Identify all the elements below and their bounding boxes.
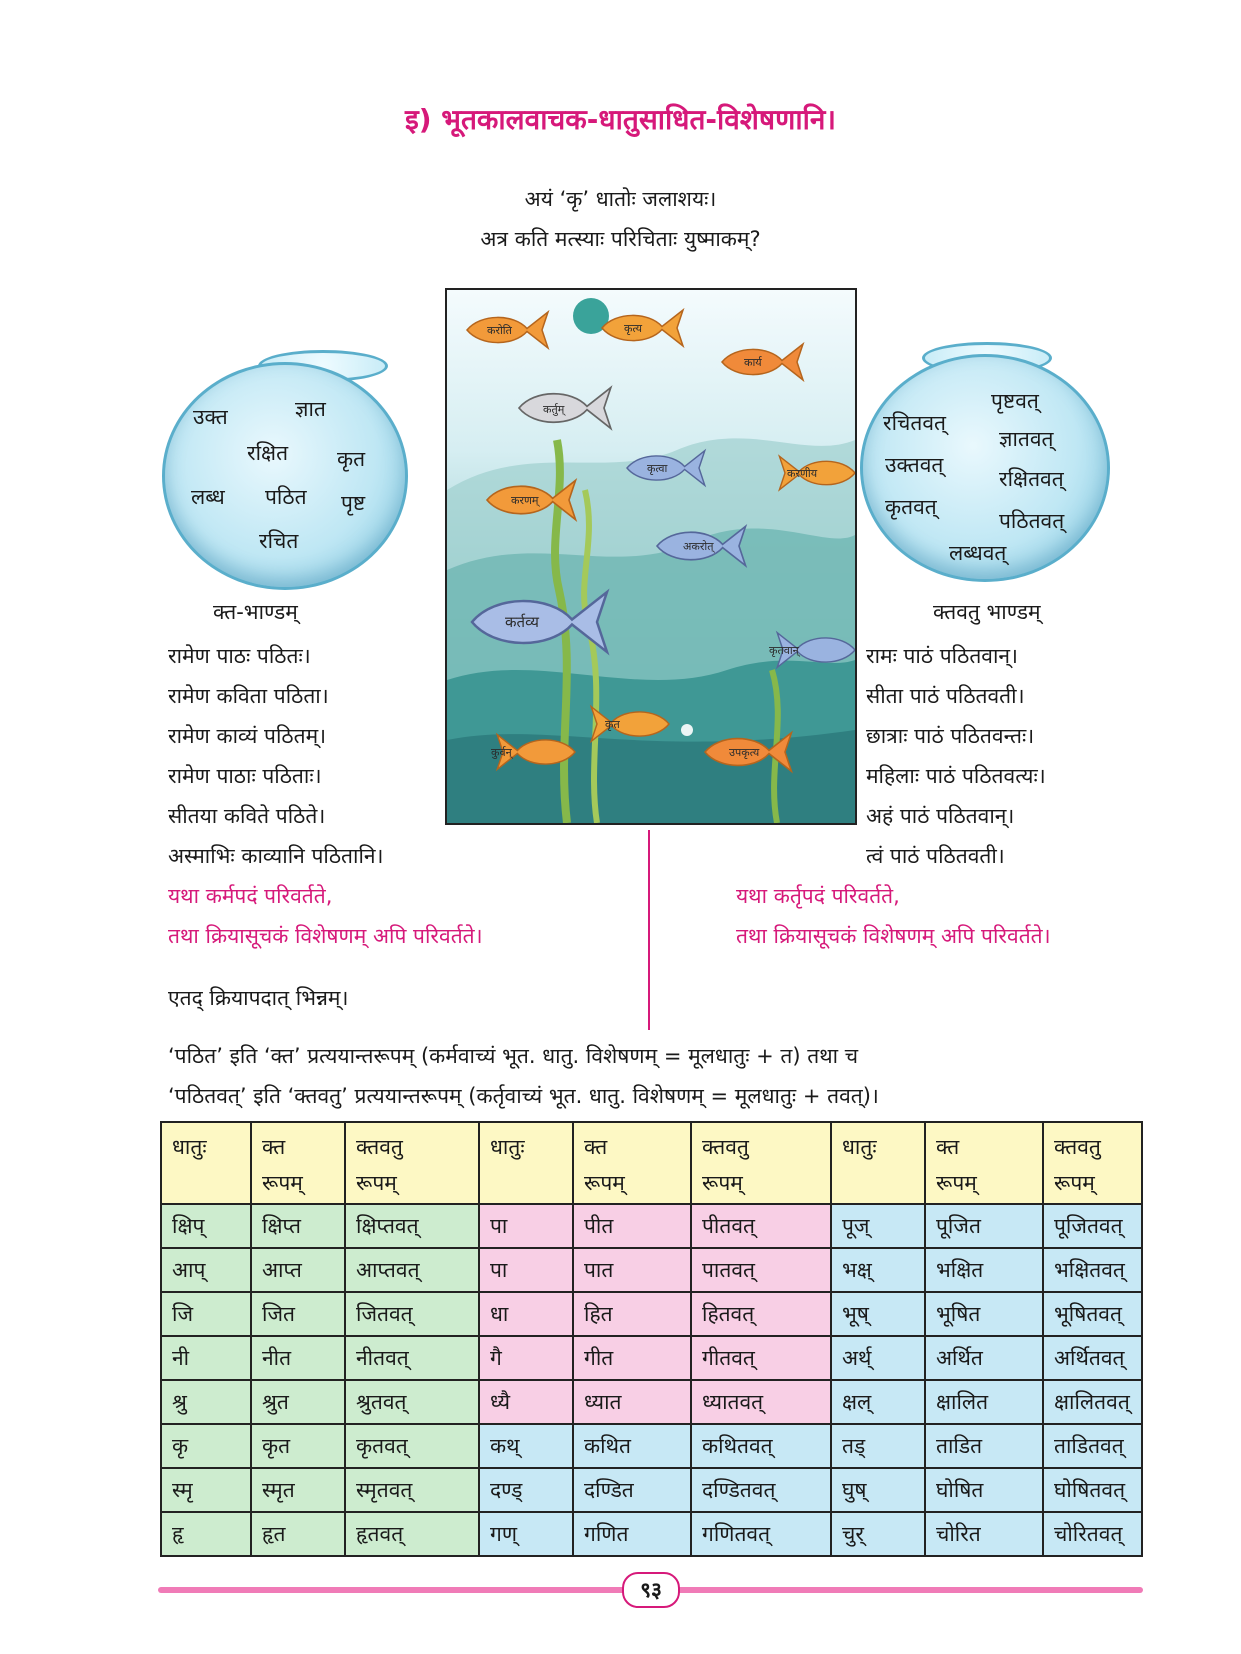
example-sentence: त्वं पाठं पठितवती। (866, 844, 1005, 868)
rule-line: यथा कर्तृपदं परिवर्तते, (736, 884, 900, 908)
table-cell: भक्ष् (831, 1248, 925, 1292)
page-title: इ) भूतकालवाचक-धातुसाधित-विशेषणानि। (404, 103, 836, 136)
table-cell: क्षिप् (161, 1204, 251, 1248)
table-header: क्तवतु रूपम् (1043, 1122, 1142, 1204)
table-cell: नीत (251, 1336, 345, 1380)
fish-label: करोति (487, 324, 512, 337)
table-row (161, 1336, 1142, 1380)
kta-jar (162, 362, 408, 590)
table-cell: कृ (161, 1424, 251, 1468)
example-sentence: रामेण पाठः पठितः। (168, 644, 311, 668)
fish-label: कृत (605, 718, 620, 731)
jar-word: लब्धवत् (949, 541, 1007, 565)
table-cell: पूज् (831, 1204, 925, 1248)
table-header: धातुः (479, 1122, 573, 1204)
table-cell: चोरित (925, 1512, 1043, 1556)
divider-line (648, 830, 650, 1030)
table-cell: जि (161, 1292, 251, 1336)
table-cell: जितवत् (345, 1292, 479, 1336)
table-header: धातुः (831, 1122, 925, 1204)
example-sentence: रामः पाठं पठितवान्। (866, 644, 1019, 668)
table-cell: हृतवत् (345, 1512, 479, 1556)
fish-label: करणीय (787, 467, 818, 480)
table-cell: आप्तवत् (345, 1248, 479, 1292)
table-cell: दण्डित (573, 1468, 691, 1512)
table-row (161, 1248, 1142, 1292)
table-header: क्त रूपम् (573, 1122, 691, 1204)
note-line: एतद् क्रियापदात् भिन्नम्। (168, 986, 349, 1010)
fish-label: अकरोत् (683, 540, 714, 553)
example-sentence: महिलाः पाठं पठितवत्यः। (866, 764, 1046, 788)
table-cell: भूष् (831, 1292, 925, 1336)
table-cell: चोरितवत् (1043, 1512, 1142, 1556)
table-cell: क्षिप्तवत् (345, 1204, 479, 1248)
table-cell: पीतवत् (691, 1204, 831, 1248)
fish-label: कुर्वन् (491, 746, 512, 759)
table-cell: घोषित (925, 1468, 1043, 1512)
kta-examples (168, 636, 483, 956)
table-cell: पातवत् (691, 1248, 831, 1292)
ktavatu-jar-label: क्तवतु भाण्डम् (933, 600, 1041, 624)
aquarium-svg (447, 290, 855, 823)
table-row (161, 1292, 1142, 1336)
table-cell: गीत (573, 1336, 691, 1380)
kr-aquarium-illustration (445, 288, 857, 825)
example-sentence: रामेण काव्यं पठितम्। (168, 724, 327, 748)
table-cell: ध्यातवत् (691, 1380, 831, 1424)
jar-word: ज्ञात (295, 397, 326, 421)
jar-word: लब्ध (191, 485, 225, 509)
table-cell: हृ (161, 1512, 251, 1556)
table-cell: कृतवत् (345, 1424, 479, 1468)
jar-word: रचितवत् (883, 411, 946, 435)
table-cell: आप्त (251, 1248, 345, 1292)
table-row (161, 1204, 1142, 1248)
table-cell: कृत (251, 1424, 345, 1468)
fish-label: उपकृत्य (729, 746, 760, 759)
table-cell: गै (479, 1336, 573, 1380)
example-sentence: सीतया कविते पठिते। (168, 804, 326, 828)
jar-word: रक्षित (247, 441, 289, 465)
table-cell: स्मृतवत् (345, 1468, 479, 1512)
table-cell: हितवत् (691, 1292, 831, 1336)
jar-word: कृत (337, 447, 366, 471)
table-cell: पा (479, 1248, 573, 1292)
jar-word: ज्ञातवत् (999, 427, 1054, 451)
fish-label: कृत्य (624, 322, 643, 335)
table-header: धातुः (161, 1122, 251, 1204)
fish-label: कृतवान् (769, 644, 799, 657)
table-cell: श्रुत (251, 1380, 345, 1424)
table-cell: गणितवत् (691, 1512, 831, 1556)
jar-word: उक्त (193, 405, 228, 429)
table-cell: क्षालित (925, 1380, 1043, 1424)
example-sentence: अस्माभिः काव्यानि पठितानि। (168, 844, 384, 868)
jar-word: पृष्टवत् (991, 389, 1039, 413)
table-row (161, 1468, 1142, 1512)
table-cell: अर्थ् (831, 1336, 925, 1380)
table-cell: हित (573, 1292, 691, 1336)
intro-line-1: अयं ‘कृ’ धातोः जलाशयः। (524, 187, 717, 211)
table-cell: स्मृ (161, 1468, 251, 1512)
table-cell: गण् (479, 1512, 573, 1556)
table-cell: क्षालितवत् (1043, 1380, 1142, 1424)
table-header: क्त रूपम् (925, 1122, 1043, 1204)
table-cell: हृत (251, 1512, 345, 1556)
table-cell: चुर् (831, 1512, 925, 1556)
table-cell: घुष् (831, 1468, 925, 1512)
jar-word: पठितवत् (999, 509, 1065, 533)
table-cell: ताडित (925, 1424, 1043, 1468)
table-cell: स्मृत (251, 1468, 345, 1512)
table-row (161, 1424, 1142, 1468)
verb-forms-table (160, 1121, 1143, 1557)
table-header-row (161, 1122, 1142, 1204)
table-cell: ध्यै (479, 1380, 573, 1424)
table-cell: तड् (831, 1424, 925, 1468)
table-cell: क्षल् (831, 1380, 925, 1424)
example-sentence: छात्राः पाठं पठितवन्तः। (866, 724, 1035, 748)
table-cell: दण्ड् (479, 1468, 573, 1512)
table-cell: दण्डितवत् (691, 1468, 831, 1512)
table-cell: क्षिप्त (251, 1204, 345, 1248)
intro-line-2: अत्र कति मत्स्याः परिचिताः युष्माकम्? (480, 227, 761, 251)
kta-jar-label: क्त-भाण्डम् (213, 600, 298, 624)
explanation-line-2: ‘पठितवत्’ इति ‘क्तवतु’ प्रत्ययान्तरूपम् (कर्तृवाच्यं भूत. धातु. विशेषणम् = मूलधातुः + तवत्)। (168, 1084, 879, 1108)
table-cell: नी (161, 1336, 251, 1380)
table-cell: भक्षित (925, 1248, 1043, 1292)
table-cell: अर्थित (925, 1336, 1043, 1380)
table-cell: घोषितवत् (1043, 1468, 1142, 1512)
table-cell: श्रु (161, 1380, 251, 1424)
explanation-line-1: ‘पठित’ इति ‘क्त’ प्रत्ययान्तरूपम् (कर्मवाच्यं भूत. धातु. विशेषणम् = मूलधातुः + त) तथा च (168, 1044, 859, 1068)
rule-line: तथा क्रियासूचकं विशेषणम् अपि परिवर्तते। (736, 924, 1051, 948)
table-cell: ताडितवत् (1043, 1424, 1142, 1468)
jar-word: रचित (259, 529, 299, 553)
fish-label: करणम् (511, 494, 539, 507)
table-header: क्त रूपम् (251, 1122, 345, 1204)
jar-word: पृष्ट (341, 491, 366, 515)
table-cell: धा (479, 1292, 573, 1336)
ktavatu-jar (860, 354, 1110, 582)
table-cell: कथितवत् (691, 1424, 831, 1468)
table-cell: भूषितवत् (1043, 1292, 1142, 1336)
jar-word: रक्षितवत् (999, 467, 1064, 491)
table-header: क्तवतु रूपम् (345, 1122, 479, 1204)
rule-line: यथा कर्मपदं परिवर्तते, (168, 884, 333, 908)
jar-word: पठित (265, 485, 307, 509)
table-cell: भूषित (925, 1292, 1043, 1336)
example-sentence: अहं पाठं पठितवान्। (866, 804, 1015, 828)
table-cell: आप् (161, 1248, 251, 1292)
table-cell: पात (573, 1248, 691, 1292)
table-cell: भक्षितवत् (1043, 1248, 1142, 1292)
jar-word: उक्तवत् (885, 453, 944, 477)
example-sentence: रामेण कविता पठिता। (168, 684, 329, 708)
table-cell: ध्यात (573, 1380, 691, 1424)
table-row (161, 1512, 1142, 1556)
ktavatu-rule (736, 876, 1051, 956)
example-sentence: सीता पाठं पठितवती। (866, 684, 1025, 708)
table-cell: पीत (573, 1204, 691, 1248)
table-cell: कथित (573, 1424, 691, 1468)
fish-label: कर्तुम् (543, 403, 565, 416)
table-cell: अर्थितवत् (1043, 1336, 1142, 1380)
example-sentence: रामेण पाठाः पठिताः। (168, 764, 322, 788)
ktavatu-examples (866, 636, 1046, 876)
table-cell: पूजितवत् (1043, 1204, 1142, 1248)
table-cell: गणित (573, 1512, 691, 1556)
table-cell: गीतवत् (691, 1336, 831, 1380)
rule-line: तथा क्रियासूचकं विशेषणम् अपि परिवर्तते। (168, 924, 483, 948)
fish-label: कार्य (744, 356, 762, 369)
fish-label: कृत्वा (647, 462, 668, 475)
table-cell: श्रुतवत् (345, 1380, 479, 1424)
table-cell: जित (251, 1292, 345, 1336)
table-row (161, 1380, 1142, 1424)
table-cell: नीतवत् (345, 1336, 479, 1380)
table-header: क्तवतु रूपम् (691, 1122, 831, 1204)
table-cell: कथ् (479, 1424, 573, 1468)
table-cell: पा (479, 1204, 573, 1248)
jar-word: कृतवत् (885, 495, 937, 519)
table-cell: पूजित (925, 1204, 1043, 1248)
page-number: ९३ (622, 1572, 680, 1608)
fish-label: कर्तव्य (505, 613, 539, 631)
